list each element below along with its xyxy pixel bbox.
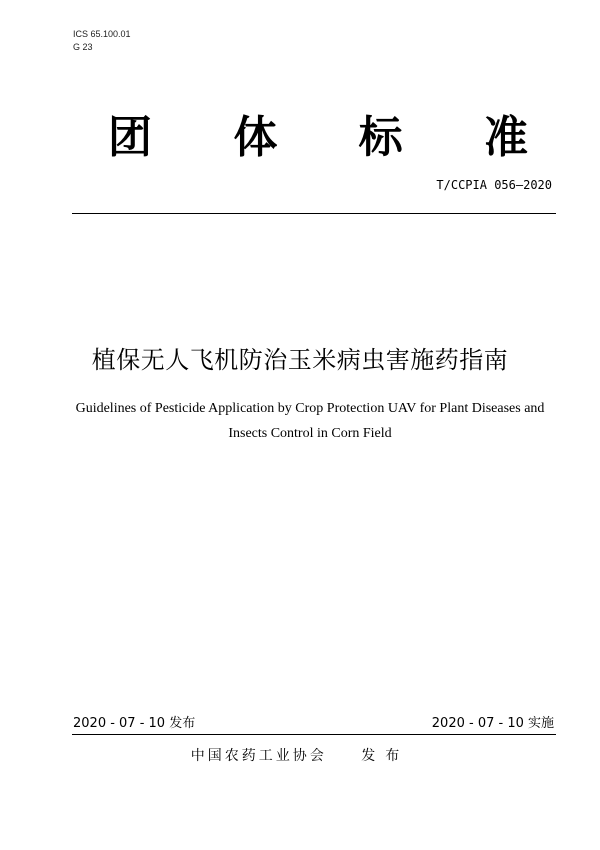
standard-number: T/CCPIA 056—2020 (436, 178, 552, 192)
doc-type-char: 团 (108, 112, 152, 163)
issue-date: 2020 - 07 - 10 发布 (73, 716, 196, 731)
document-type-heading (108, 108, 528, 168)
english-title-line-2: Insects Control in Corn Field (228, 426, 392, 441)
publisher-organization: 中国农药工业协会 (190, 748, 327, 764)
ics-code: ICS 65.100.01 (73, 29, 131, 39)
doc-type-char: 标 (358, 112, 403, 163)
chinese-title: 植保无人飞机防治玉米病虫害施药指南 (91, 346, 509, 374)
doc-type-char: 准 (483, 112, 528, 163)
ccs-code: G 23 (73, 42, 93, 52)
bottom-divider (72, 734, 556, 735)
doc-type-char: 体 (233, 112, 278, 163)
publisher-action: 发布 (361, 748, 410, 764)
top-divider (72, 213, 556, 214)
implementation-date: 2020 - 07 - 10 实施 (431, 716, 554, 731)
english-title-line-1: Guidelines of Pesticide Application by Crop Protection UAV for Plant Diseases and (75, 401, 545, 416)
publisher-line (0, 745, 600, 765)
english-title (40, 396, 580, 446)
classification-codes (73, 28, 131, 54)
